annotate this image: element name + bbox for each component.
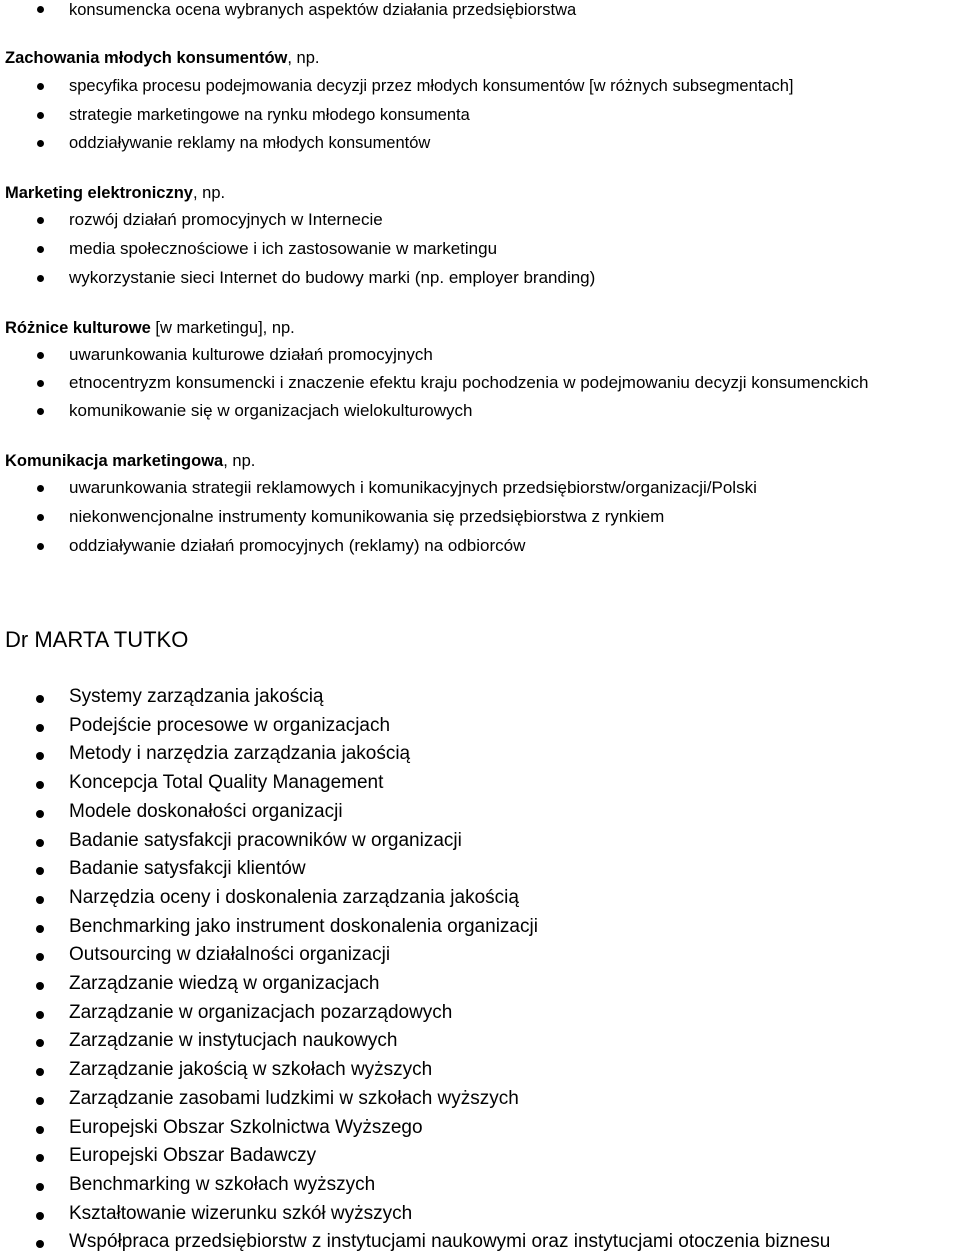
topic-item: Zarządzanie w organizacjach pozarządowych <box>69 1001 453 1023</box>
bullet-icon <box>36 781 44 789</box>
list-item: specyfika procesu podejmowania decyzji przez młodych konsumentów [w różnych subsegmentach] <box>69 77 794 95</box>
bullet-icon <box>36 695 44 703</box>
bullet-icon <box>36 867 44 875</box>
list-item: etnocentryzm konsumencki i znaczenie efektu kraju pochodzenia w podejmowaniu decyzji konsumenckich <box>69 373 869 392</box>
section-heading-suffix: , np. <box>223 452 256 470</box>
list-item: niekonwencjonalne instrumenty komunikowania się przedsiębiorstwa z rynkiem <box>69 507 665 526</box>
topic-item: Współpraca przedsiębiorstw z instytucjami naukowymi oraz instytucjami otoczenia biznesu <box>69 1231 831 1253</box>
bullet-icon <box>37 217 44 224</box>
bullet-icon <box>36 810 44 818</box>
list-item: strategie marketingowe na rynku młodego konsumenta <box>69 106 470 124</box>
section-heading-suffix: , np. <box>192 184 226 202</box>
bullet-icon <box>36 1126 44 1134</box>
bullet-icon <box>36 953 44 961</box>
topic-item: Systemy zarządzania jakością <box>69 686 324 707</box>
section-heading-suffix: , np. <box>287 49 320 67</box>
bullet-icon <box>36 1097 44 1105</box>
list-item: oddziaływanie reklamy na młodych konsumentów <box>69 134 431 152</box>
topic-item: Koncepcja Total Quality Management <box>69 772 384 794</box>
list-item: wykorzystanie sieci Internet do budowy marki (np. employer branding) <box>69 268 596 287</box>
bullet-icon <box>36 1154 44 1162</box>
bullet-icon <box>37 380 44 387</box>
bullet-icon <box>36 1183 44 1191</box>
bullet-icon <box>36 1068 44 1076</box>
person-name-heading: Dr MARTA TUTKO <box>5 627 189 652</box>
bullet-icon <box>37 485 44 492</box>
bullet-icon <box>36 982 44 990</box>
bullet-icon <box>37 140 44 147</box>
topic-item: Benchmarking jako instrument doskonalenia organizacji <box>69 915 538 937</box>
list-item: media społecznościowe i ich zastosowanie w marketingu <box>69 239 498 258</box>
section-heading-bold: Komunikacja marketingowa <box>5 452 224 470</box>
topic-item: Modele doskonałości organizacji <box>69 800 343 822</box>
list-item: uwarunkowania kulturowe działań promocyjnych <box>69 345 433 364</box>
topic-item: Metody i narzędzia zarządzania jakością <box>69 743 411 765</box>
bullet-icon <box>37 6 44 13</box>
list-item: uwarunkowania strategii reklamowych i komunikacyjnych przedsiębiorstw/organizacji/Polski <box>69 478 757 497</box>
topic-item: Badanie satysfakcji pracowników w organizacji <box>69 829 462 851</box>
topic-item: Zarządzanie wiedzą w organizacjach <box>69 973 380 994</box>
topic-item: Outsourcing w działalności organizacji <box>69 944 391 966</box>
topic-item: Podejście procesowe w organizacjach <box>69 714 391 736</box>
bullet-icon <box>37 275 44 282</box>
list-item: rozwój działań promocyjnych w Internecie <box>69 210 383 229</box>
topic-item: Narzędzia oceny i doskonalenia zarządzania jakością <box>69 886 519 908</box>
bullet-icon <box>36 1039 44 1047</box>
bullet-icon <box>37 514 44 521</box>
bullet-icon <box>37 352 44 359</box>
bullet-icon <box>36 1240 44 1248</box>
section-heading-bold: Zachowania młodych konsumentów <box>5 49 288 67</box>
section-heading-cultural-differences <box>5 318 295 338</box>
bullet-icon <box>36 1011 44 1019</box>
topic-item: Europejski Obszar Szkolnictwa Wyższego <box>69 1116 423 1138</box>
topic-item: Benchmarking w szkołach wyższych <box>69 1173 376 1195</box>
topic-item: Zarządzanie jakością w szkołach wyższych <box>69 1059 433 1081</box>
topic-item: Europejski Obszar Badawczy <box>69 1145 317 1167</box>
bullet-icon <box>36 839 44 847</box>
section-heading-bold: Różnice kulturowe <box>5 319 151 337</box>
topic-item: Zarządzanie zasobami ludzkimi w szkołach wyższych <box>69 1087 519 1109</box>
section-heading-suffix: [w marketingu], np. <box>150 319 295 337</box>
list-item: komunikowanie się w organizacjach wielokulturowych <box>69 401 473 420</box>
bullet-icon <box>36 925 44 933</box>
list-item: konsumencka ocena wybranych aspektów działania przedsiębiorstwa <box>69 1 577 19</box>
list-item: oddziaływanie działań promocyjnych (reklamy) na odbiorców <box>69 536 526 555</box>
bullet-icon <box>36 724 44 732</box>
bullet-icon <box>37 408 44 415</box>
section-heading-young-consumers <box>5 48 320 68</box>
topic-item: Badanie satysfakcji klientów <box>69 858 306 880</box>
bullet-icon <box>36 752 44 760</box>
topic-item: Kształtowanie wizerunku szkół wyższych <box>69 1202 413 1224</box>
bullet-icon <box>37 543 44 550</box>
bullet-icon <box>37 112 44 119</box>
bullet-icon <box>36 1212 44 1220</box>
topic-item: Zarządzanie w instytucjach naukowych <box>69 1030 398 1052</box>
section-heading-bold: Marketing elektroniczny <box>5 184 193 202</box>
section-heading-marketing-communication <box>5 451 255 471</box>
bullet-icon <box>36 896 44 904</box>
section-heading-e-marketing <box>5 183 225 203</box>
bullet-icon <box>37 246 44 253</box>
bullet-icon <box>37 83 44 90</box>
